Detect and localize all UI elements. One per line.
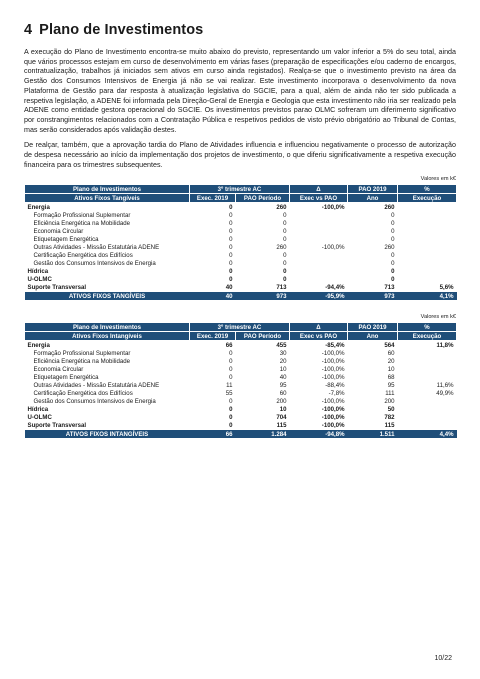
- column-header: Exec. 2019: [190, 194, 236, 203]
- cell-ano: 260: [384, 243, 395, 251]
- table-row: [25, 267, 457, 275]
- cell-label: Certificação Energética dos Edifícios: [33, 389, 133, 397]
- table-row: [25, 227, 457, 235]
- cell-ano: 564: [384, 341, 395, 349]
- column-header: PAO 2019: [348, 185, 398, 194]
- cell-exec: 40: [190, 292, 236, 301]
- cell-ano: 0: [391, 259, 395, 267]
- cell-pao: 704: [276, 413, 287, 421]
- cell-delta: [290, 275, 348, 283]
- cell-delta: -95,9%: [290, 292, 348, 301]
- cell-exec: 0: [229, 373, 233, 381]
- tangible-assets-section: [24, 176, 456, 300]
- cell-pao: 0: [283, 275, 287, 283]
- cell-label: U-OLMC: [27, 275, 52, 283]
- cell-pao: 115: [276, 421, 287, 429]
- cell-pao: 0: [283, 219, 287, 227]
- column-header: %: [398, 323, 457, 332]
- cell-pao: 455: [276, 341, 287, 349]
- cell-pct: [398, 235, 457, 243]
- column-header: Ano: [348, 332, 398, 341]
- cell-exec: 0: [229, 357, 233, 365]
- cell-pct: [398, 405, 457, 413]
- cell-ano: 10: [387, 365, 395, 373]
- cell-exec: 55: [225, 389, 233, 397]
- cell-delta: -100,0%: [321, 243, 345, 251]
- cell-label: Formação Profissional Suplementar: [33, 211, 131, 219]
- cell-label: Economia Circular: [33, 365, 84, 373]
- intangible-assets-table: [24, 322, 457, 438]
- cell-label: Etiquetagem Energética: [33, 373, 99, 381]
- cell-ano: 95: [387, 381, 395, 389]
- table-row: [25, 203, 457, 212]
- table-row: [25, 365, 457, 373]
- table-row: [25, 275, 457, 283]
- cell-pct: [398, 211, 457, 219]
- cell-pao: 0: [283, 259, 287, 267]
- cell-exec: 0: [229, 267, 233, 275]
- cell-pao: 0: [283, 251, 287, 259]
- table-header-row: [25, 185, 457, 194]
- cell-pct: [398, 259, 457, 267]
- column-header: Ativos Fixos Intangíveis: [25, 332, 190, 341]
- cell-pao: 260: [276, 203, 287, 211]
- cell-exec: 0: [229, 275, 233, 283]
- cell-pct: [398, 275, 457, 283]
- cell-pct: 11,6%: [436, 381, 454, 389]
- cell-ano: 0: [391, 219, 395, 227]
- cell-exec: 0: [229, 203, 233, 211]
- cell-label: ATIVOS FIXOS TANGÍVEIS: [25, 292, 190, 301]
- table-row: [25, 341, 457, 350]
- cell-pct: [398, 365, 457, 373]
- cell-ano: 0: [391, 211, 395, 219]
- cell-pct: [398, 421, 457, 430]
- cell-exec: 0: [229, 251, 233, 259]
- cell-exec: 0: [229, 397, 233, 405]
- cell-ano: 20: [387, 357, 395, 365]
- cell-label: U-OLMC: [27, 413, 52, 421]
- cell-pct: 49,9%: [436, 389, 454, 397]
- cell-pct: [398, 203, 457, 212]
- column-header: %: [398, 185, 457, 194]
- cell-delta: -100,0%: [321, 413, 345, 421]
- document-page: [24, 22, 456, 438]
- cell-delta: [290, 251, 348, 259]
- table-header-row: [25, 323, 457, 332]
- cell-delta: -94,4%: [325, 283, 345, 291]
- cell-ano: 0: [391, 267, 395, 275]
- cell-exec: 0: [229, 211, 233, 219]
- table-total-row: [25, 430, 457, 439]
- table-row: [25, 373, 457, 381]
- cell-pao: 40: [279, 373, 287, 381]
- cell-delta: -85,4%: [325, 341, 345, 349]
- intangible-assets-section: [24, 314, 456, 438]
- cell-label: Etiquetagem Energética: [33, 235, 99, 243]
- column-header: Plano de Investimentos: [25, 323, 190, 332]
- cell-exec: 0: [229, 227, 233, 235]
- cell-exec: 40: [225, 283, 233, 291]
- cell-label: Suporte Transversal: [27, 421, 87, 429]
- cell-delta: -100,0%: [321, 405, 345, 413]
- cell-delta: -88,4%: [325, 381, 345, 389]
- column-header: Plano de Investimentos: [25, 185, 190, 194]
- cell-delta: -100,0%: [321, 203, 345, 211]
- table-row: [25, 357, 457, 365]
- cell-pao: 60: [279, 389, 287, 397]
- cell-label: Economia Circular: [33, 227, 84, 235]
- cell-ano: 973: [348, 292, 398, 301]
- cell-delta: [290, 211, 348, 219]
- cell-pct: 4,4%: [398, 430, 457, 439]
- page-number: 10/22: [434, 655, 452, 662]
- cell-ano: 200: [384, 397, 395, 405]
- cell-ano: 782: [384, 413, 395, 421]
- cell-delta: [290, 219, 348, 227]
- cell-label: Formação Profissional Suplementar: [33, 349, 131, 357]
- section-number: 4: [24, 22, 33, 38]
- cell-exec: 0: [229, 365, 233, 373]
- table-row: [25, 389, 457, 397]
- section-title: Plano de Investimentos: [39, 22, 204, 38]
- cell-exec: 11: [226, 381, 233, 389]
- table-header-row: [25, 332, 457, 341]
- column-header: 3º trimestre AC: [190, 185, 290, 194]
- tangible-assets-table: [24, 184, 457, 300]
- cell-label: Energia: [27, 203, 50, 211]
- table-row: [25, 283, 457, 292]
- cell-pct: [398, 397, 457, 405]
- column-header: Δ: [290, 185, 348, 194]
- cell-label: Outras Atividades - Missão Estatutária ADENE: [33, 243, 160, 251]
- table-header-row: [25, 194, 457, 203]
- cell-ano: 111: [385, 389, 395, 397]
- paragraph: De realçar, também, que a aprovação tardia do Plano de Atividades influencia e influenciou negativamente o processo de autorização de despesa necessário ao início da implementação dos projetos de investimento, o que diferiu significativamente a respetiva execução financeira para os trimestres subsequentes.: [24, 141, 456, 169]
- cell-delta: -100,0%: [321, 373, 345, 381]
- cell-ano: 115: [384, 421, 395, 429]
- table-row: [25, 235, 457, 243]
- cell-exec: 0: [229, 235, 233, 243]
- cell-pao: 713: [276, 283, 287, 291]
- column-header: PAO 2019: [348, 323, 398, 332]
- cell-pao: 95: [279, 381, 287, 389]
- units-note: Valores em k€: [420, 176, 456, 183]
- cell-pct: [398, 243, 457, 251]
- cell-pct: [398, 227, 457, 235]
- table-row: [25, 405, 457, 413]
- column-header: Δ: [290, 323, 348, 332]
- table-row: [25, 211, 457, 219]
- cell-exec: 0: [229, 243, 233, 251]
- cell-pao: 10: [279, 365, 287, 373]
- cell-pao: 1.284: [236, 430, 290, 439]
- table-row: [25, 243, 457, 251]
- cell-ano: 0: [391, 275, 395, 283]
- table-row: [25, 421, 457, 430]
- cell-pao: 0: [283, 211, 287, 219]
- column-header: Ano: [348, 194, 398, 203]
- column-header: Execução: [398, 332, 457, 341]
- cell-ano: 713: [384, 283, 395, 291]
- cell-exec: 66: [225, 341, 233, 349]
- table-body: [25, 203, 457, 301]
- cell-pct: [398, 373, 457, 381]
- cell-label: Eficiência Energética na Mobilidade: [33, 219, 131, 227]
- cell-pct: [398, 357, 457, 365]
- cell-exec: 66: [190, 430, 236, 439]
- cell-pct: 4,1%: [398, 292, 457, 301]
- cell-pao: 0: [283, 235, 287, 243]
- cell-pao: 10: [279, 405, 287, 413]
- column-header: PAO Período: [236, 332, 290, 341]
- cell-delta: -100,0%: [321, 397, 345, 405]
- cell-label: Outras Atividades - Missão Estatutária ADENE: [33, 381, 160, 389]
- cell-ano: 60: [387, 349, 395, 357]
- cell-label: Eficiência Energética na Mobilidade: [33, 357, 131, 365]
- cell-exec: 0: [229, 421, 233, 429]
- table-row: [25, 381, 457, 389]
- cell-delta: [290, 227, 348, 235]
- cell-label: Energia: [27, 341, 50, 349]
- cell-label: Suporte Transversal: [27, 283, 87, 291]
- cell-delta: [290, 267, 348, 275]
- column-header: Exec vs PAO: [290, 194, 348, 203]
- cell-ano: 0: [391, 235, 395, 243]
- section-heading: [24, 22, 456, 38]
- cell-ano: 0: [391, 227, 395, 235]
- cell-delta: -7,8%: [328, 389, 345, 397]
- cell-pct: [398, 413, 457, 421]
- column-header: Execução: [398, 194, 457, 203]
- cell-delta: -100,0%: [321, 349, 345, 357]
- cell-pao: 260: [276, 243, 287, 251]
- cell-delta: -100,0%: [321, 365, 345, 373]
- cell-pct: [398, 267, 457, 275]
- cell-delta: -94,8%: [290, 430, 348, 439]
- cell-label: Hídrica: [27, 267, 49, 275]
- cell-delta: -100,0%: [321, 357, 345, 365]
- column-header: Exec vs PAO: [290, 332, 348, 341]
- table-total-row: [25, 292, 457, 301]
- cell-ano: 1.511: [348, 430, 398, 439]
- cell-label: Gestão dos Consumos Intensivos de Energia: [33, 397, 156, 405]
- table-row: [25, 349, 457, 357]
- cell-label: Gestão dos Consumos Intensivos de Energia: [33, 259, 156, 267]
- table-row: [25, 219, 457, 227]
- cell-delta: [290, 235, 348, 243]
- cell-label: Hídrica: [27, 405, 49, 413]
- column-header: Ativos Fixos Tangíveis: [25, 194, 190, 203]
- cell-pao: 20: [279, 357, 287, 365]
- cell-pao: 973: [236, 292, 290, 301]
- column-header: Exec. 2019: [190, 332, 236, 341]
- table-row: [25, 251, 457, 259]
- cell-pct: [398, 219, 457, 227]
- units-note: Valores em k€: [420, 314, 456, 321]
- cell-ano: 260: [384, 203, 395, 211]
- cell-pao: 200: [276, 397, 287, 405]
- cell-ano: 50: [387, 405, 395, 413]
- paragraph: A execução do Plano de Investimento encontra-se muito abaixo do previsto, representando um valor inferior a 5% do seu total, ainda que vários processos estejam em curso de desenvolvimento em várias fases (preparação de especificações e/ou caderno de encargos, contratualização, trabalhos já iniciados sem ativos em curso ainda registados). Realça-se que o investimento previsto na área da Gestão dos Consumos Intensivos de Energia já não se vai realizar. Este investimento incorporava o desenvolvimento da nova Plataforma de Gestão para dar resposta à atualização legislativa do SGCIE, para a qual, além de ainda não ter sido publicada a respetiva legislação, a ADENE foi informada pela Direção-Geral de Energia e Geologia que esta investimento não iria ser realizado pela ADENE como entidade gestora operacional do SGCIE. Os investimentos previstos parao OLMC sofreram um diferimento significativo por constrangimentos relacionados com a Contratação Pública e respetivos pedidos de visto prévio obrigatório ao Tribunal de Contas, mas serão considerados após validação destes.: [24, 48, 456, 134]
- column-header: PAO Período: [236, 194, 290, 203]
- spacer: [24, 300, 456, 314]
- cell-label: Certificação Energética dos Edifícios: [33, 251, 133, 259]
- cell-exec: 0: [229, 259, 233, 267]
- cell-delta: -100,0%: [321, 421, 345, 429]
- cell-delta: [290, 259, 348, 267]
- cell-pct: 5,6%: [439, 283, 454, 291]
- cell-pao: 0: [283, 227, 287, 235]
- cell-exec: 0: [229, 413, 233, 421]
- table-row: [25, 413, 457, 421]
- table-body: [25, 341, 457, 439]
- cell-exec: 0: [229, 405, 233, 413]
- cell-ano: 0: [391, 251, 395, 259]
- cell-exec: 0: [229, 219, 233, 227]
- cell-pao: 30: [279, 349, 287, 357]
- cell-ano: 68: [387, 373, 395, 381]
- cell-pct: 11,8%: [436, 341, 454, 349]
- cell-pao: 0: [283, 267, 287, 275]
- table-row: [25, 259, 457, 267]
- cell-pct: [398, 251, 457, 259]
- cell-label: ATIVOS FIXOS INTANGÍVEIS: [25, 430, 190, 439]
- table-row: [25, 397, 457, 405]
- column-header: 3º trimestre AC: [190, 323, 290, 332]
- cell-pct: [398, 349, 457, 357]
- cell-exec: 0: [229, 349, 233, 357]
